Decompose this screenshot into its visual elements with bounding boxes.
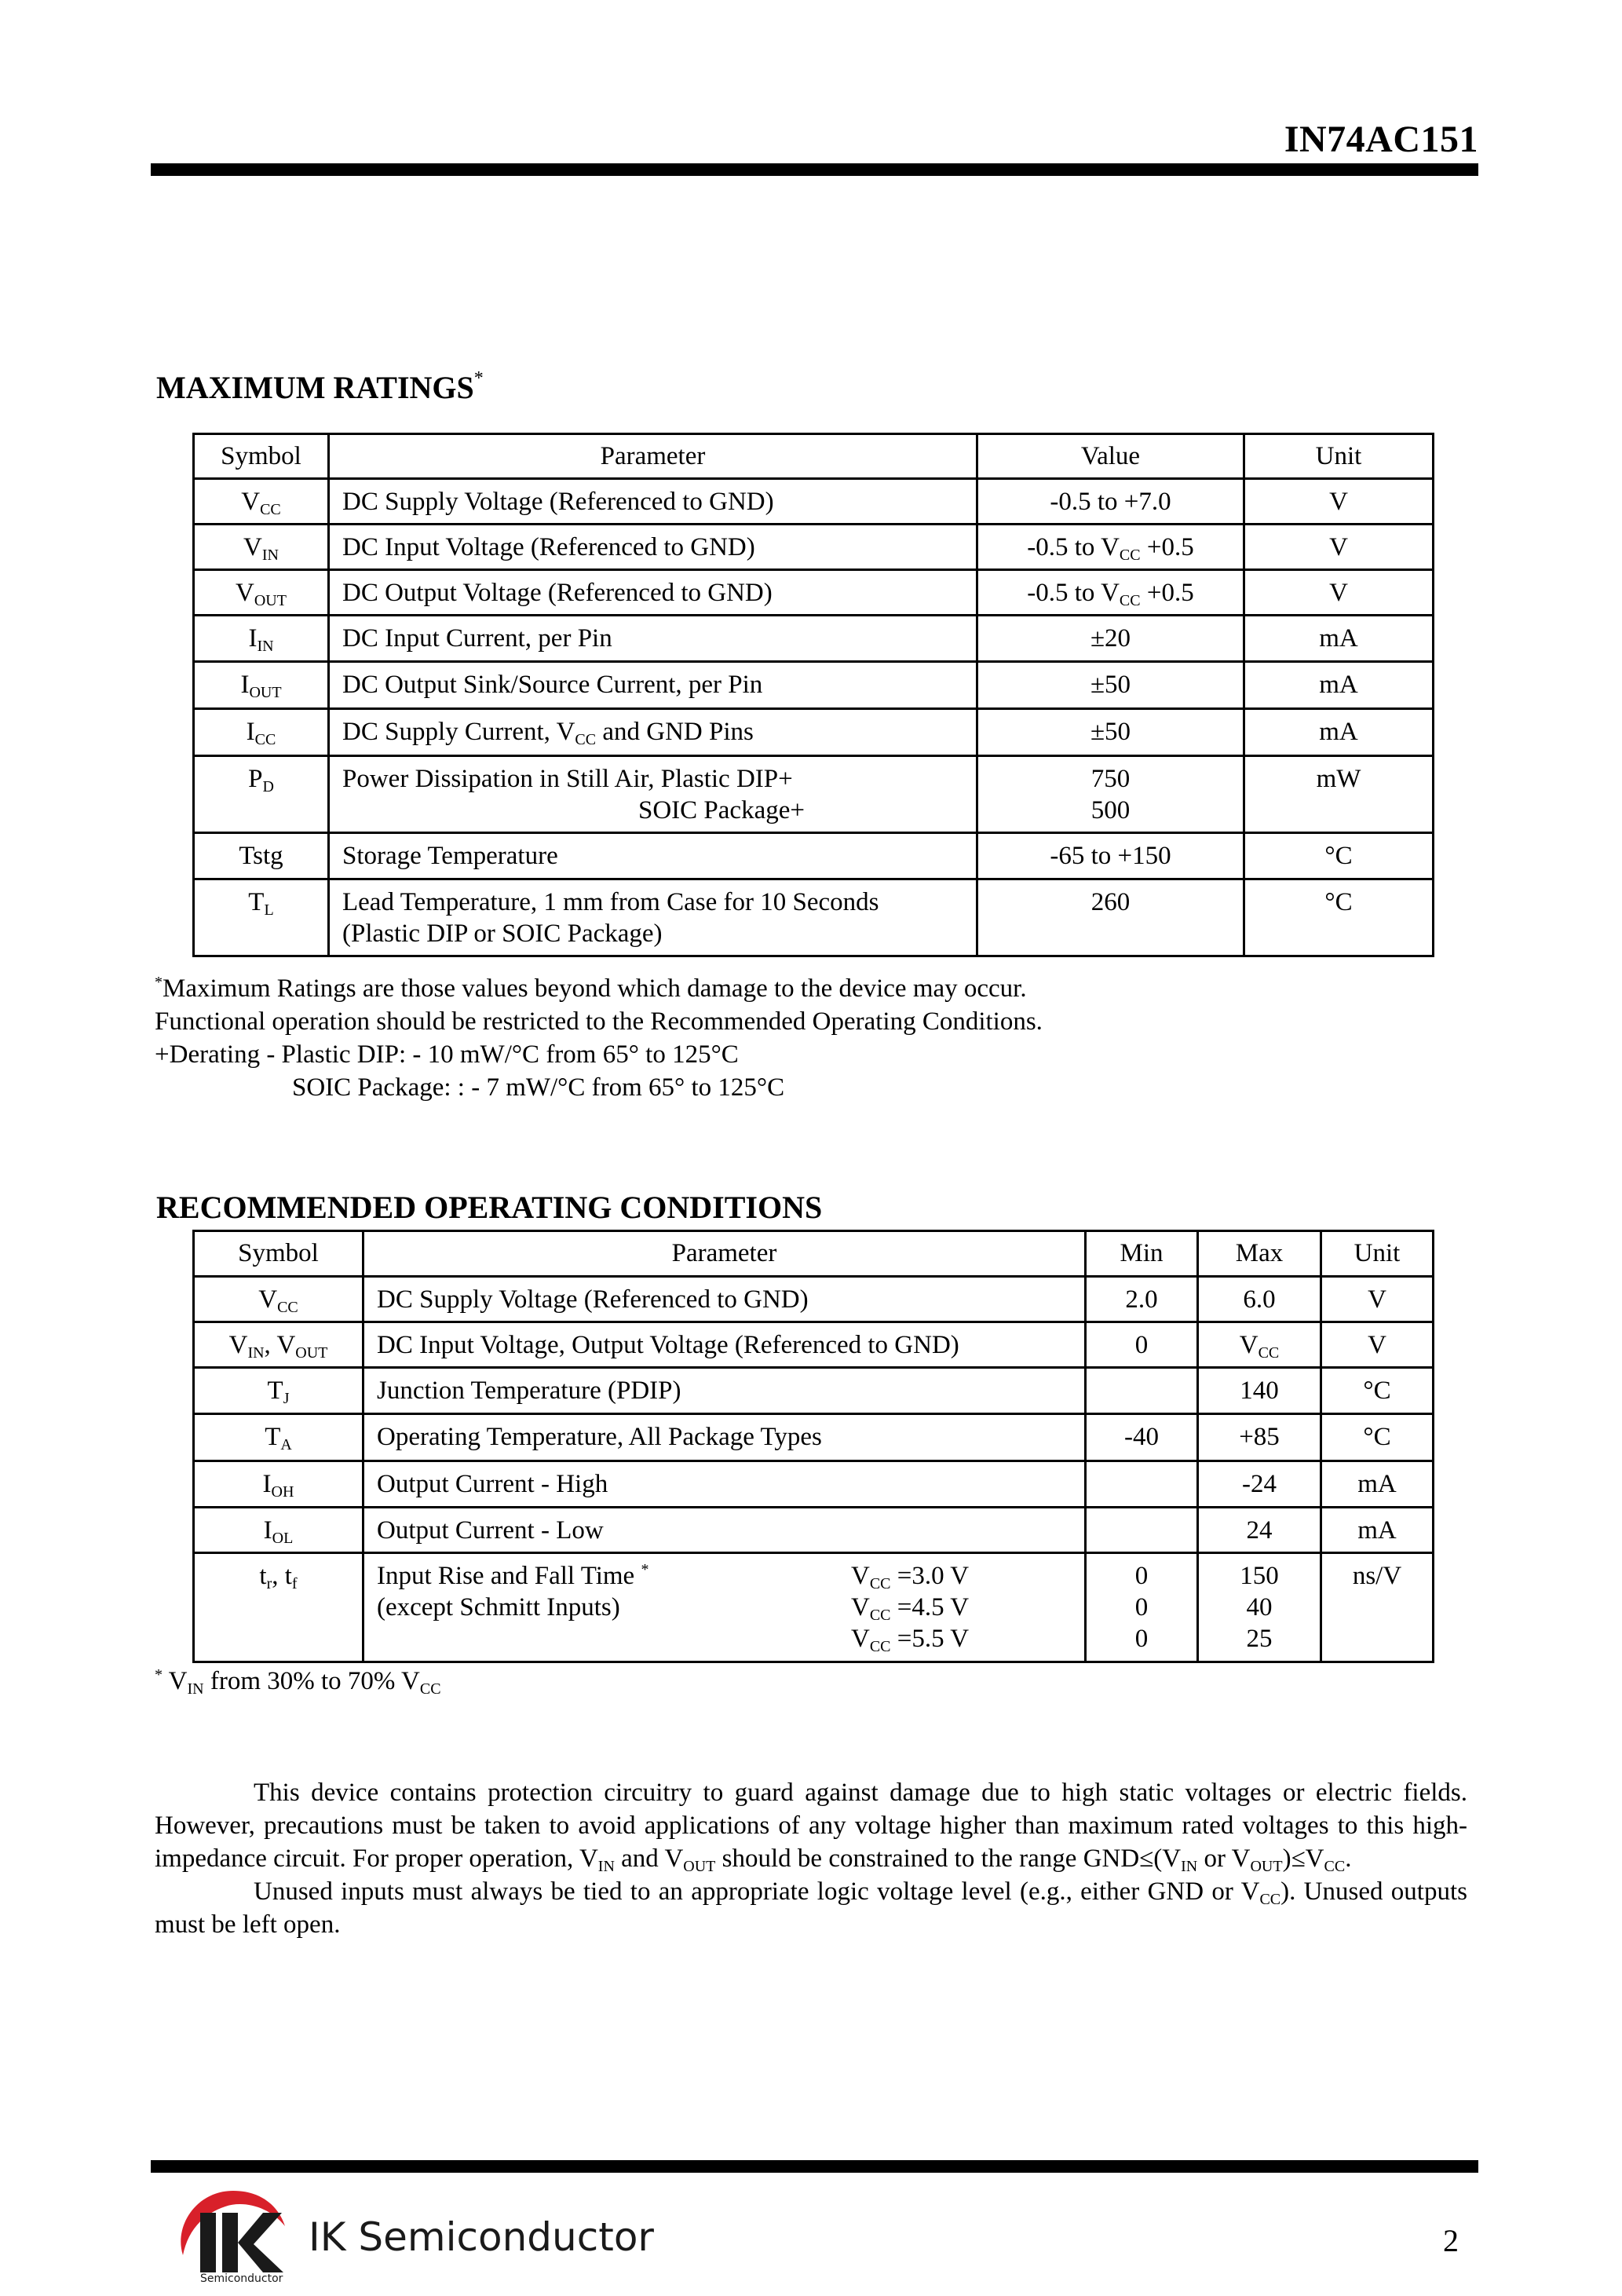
paragraph-subscript: CC	[1259, 1891, 1281, 1908]
symbol-subscript: f	[291, 1575, 298, 1592]
max-line: 25	[1246, 1625, 1273, 1653]
note-line: SOIC Package: : - 7 mW/°C from 65° to 125°C	[292, 1073, 785, 1102]
value-cell: ±50	[977, 709, 1244, 756]
min-cell	[1086, 1368, 1198, 1414]
symbol-cell	[194, 756, 329, 833]
rec-conditions-note	[155, 1665, 441, 1698]
condition-line	[851, 1623, 969, 1654]
footnote-mark: *	[641, 1561, 649, 1578]
max-ratings-heading-text: MAXIMUM RATINGS	[156, 370, 474, 405]
symbol-subscript: IN	[247, 1344, 265, 1362]
col-header-min: Min	[1086, 1231, 1198, 1277]
note-text: V	[163, 1667, 188, 1695]
min-cell	[1086, 1461, 1198, 1508]
unit-cell: °C	[1244, 879, 1434, 956]
parameter-text: Input Rise and Fall Time	[377, 1562, 641, 1590]
parameter-line: (Plastic DIP or SOIC Package)	[342, 919, 663, 948]
symbol-cell	[194, 1553, 363, 1662]
parameter-cell: DC Input Voltage, Output Voltage (Referenced to GND)	[363, 1322, 1086, 1368]
symbol-subscript: A	[280, 1436, 292, 1453]
paragraph-text: or V	[1197, 1844, 1251, 1873]
parameter-text: and GND Pins	[596, 718, 754, 746]
unit-cell: mA	[1321, 1461, 1434, 1508]
condition-subscript: CC	[869, 1575, 891, 1592]
symbol-subscript: IN	[261, 547, 279, 564]
parameter-subscript: CC	[575, 731, 597, 748]
unit-cell: ns/V	[1321, 1553, 1434, 1662]
max-cell: 24	[1198, 1508, 1321, 1553]
symbol-cell	[194, 479, 329, 525]
symbol: V	[243, 533, 262, 561]
symbol: I	[246, 718, 255, 746]
symbol-subscript: OH	[271, 1483, 294, 1501]
table-row	[194, 879, 1434, 956]
col-header-max: Max	[1198, 1231, 1321, 1277]
value-cell: -65 to +150	[977, 833, 1244, 879]
symbol-cell	[194, 662, 329, 709]
parameter-cell: DC Input Current, per Pin	[329, 616, 977, 662]
condition-symbol: V	[851, 1593, 870, 1621]
symbol: T	[248, 888, 265, 916]
symbol: I	[240, 671, 250, 699]
condition-value: =4.5 V	[890, 1593, 970, 1621]
parameter-cell: DC Input Voltage (Referenced to GND)	[329, 525, 977, 570]
unit-cell: V	[1321, 1277, 1434, 1322]
symbol-cell	[194, 1322, 363, 1368]
symbol: T	[267, 1377, 283, 1405]
table-row	[194, 1322, 1434, 1368]
col-header-symbol: Symbol	[194, 434, 329, 479]
parameter-cell: Operating Temperature, All Package Types	[363, 1414, 1086, 1461]
max-cell: +85	[1198, 1414, 1321, 1461]
symbol-subscript: OUT	[249, 684, 282, 701]
footnote-mark: *	[473, 368, 484, 389]
condition-value: =5.5 V	[890, 1625, 970, 1653]
max-ratings-notes	[155, 972, 1043, 1104]
col-header-parameter: Parameter	[329, 434, 977, 479]
condition-subscript: CC	[869, 1607, 891, 1624]
unit-cell: mW	[1244, 756, 1434, 833]
symbol-subscript: D	[262, 778, 274, 795]
min-line: 0	[1134, 1625, 1149, 1653]
condition-line	[851, 1560, 969, 1592]
value-cell	[977, 756, 1244, 833]
min-cell: -40	[1086, 1414, 1198, 1461]
max-ratings-heading	[156, 369, 484, 406]
table-row	[194, 709, 1434, 756]
value-subscript: CC	[1119, 547, 1141, 564]
parameter-text: DC Supply Current, V	[342, 718, 575, 746]
symbol-subscript: J	[283, 1390, 290, 1407]
symbol-subscript: CC	[260, 501, 281, 518]
parameter-line: Power Dissipation in Still Air, Plastic DIP+	[342, 765, 793, 793]
parameter-cell: Storage Temperature	[329, 833, 977, 879]
min-cell: 0	[1086, 1322, 1198, 1368]
symbol: V	[236, 579, 254, 607]
table-row	[194, 756, 1434, 833]
symbol-cell: Tstg	[194, 833, 329, 879]
paragraph-text: .	[1345, 1844, 1352, 1873]
max-cell: 140	[1198, 1368, 1321, 1414]
condition-line	[851, 1592, 969, 1623]
parameter-cell: Output Current - High	[363, 1461, 1086, 1508]
paragraph-text: ). Unused outputs must be left open.	[155, 1877, 1467, 1939]
note-line	[155, 972, 1043, 1005]
parameter-line: (except Schmitt Inputs)	[377, 1593, 620, 1621]
min-line: 0	[1134, 1593, 1149, 1621]
symbol: I	[248, 624, 258, 653]
value-subscript: CC	[1119, 592, 1141, 609]
unit-cell: °C	[1244, 833, 1434, 879]
value-text: +0.5	[1140, 533, 1194, 561]
symbol-subscript: L	[264, 901, 274, 919]
table-row	[194, 1508, 1434, 1553]
paragraph-text: Unused inputs must always be tied to an appropriate logic voltage level (e.g., either GND or V	[254, 1877, 1260, 1906]
symbol-subscript: OL	[272, 1530, 294, 1547]
min-cell	[1086, 1508, 1198, 1553]
max-cell	[1198, 1322, 1321, 1368]
symbol-cell	[194, 525, 329, 570]
note-line: +Derating - Plastic DIP: - 10 mW/°C from 65° to 125°C	[155, 1040, 739, 1069]
max-cell: -24	[1198, 1461, 1321, 1508]
min-cell: 2.0	[1086, 1277, 1198, 1322]
table-row	[194, 833, 1434, 879]
symbol-subscript: r	[266, 1575, 272, 1592]
value-cell	[977, 570, 1244, 616]
parameter-cell: DC Output Sink/Source Current, per Pin	[329, 662, 977, 709]
value-text: -0.5 to V	[1027, 579, 1120, 607]
symbol-cell	[194, 1277, 363, 1322]
symbol: I	[262, 1470, 272, 1498]
unit-cell: V	[1321, 1322, 1434, 1368]
table-row	[194, 616, 1434, 662]
condition-symbol: V	[851, 1562, 870, 1590]
symbol: t	[259, 1562, 267, 1590]
symbol-cell	[194, 1414, 363, 1461]
unit-cell: °C	[1321, 1368, 1434, 1414]
paragraph-text: and V	[614, 1844, 684, 1873]
parameter-cell: DC Output Voltage (Referenced to GND)	[329, 570, 977, 616]
parameter-cell	[329, 879, 977, 956]
symbol-subscript: CC	[254, 731, 276, 748]
symbol: T	[265, 1423, 281, 1451]
col-header-symbol: Symbol	[194, 1231, 363, 1277]
max-line: 40	[1246, 1593, 1273, 1621]
symbol-subscript: CC	[277, 1299, 298, 1316]
unit-cell: V	[1244, 570, 1434, 616]
max-ratings-table	[192, 433, 1434, 957]
condition-subscript: CC	[869, 1638, 891, 1655]
unit-cell: mA	[1321, 1508, 1434, 1553]
value-text: +0.5	[1140, 579, 1194, 607]
max-line: 150	[1240, 1562, 1279, 1590]
symbol: V	[258, 1285, 278, 1314]
max-cell: 6.0	[1198, 1277, 1321, 1322]
max-cell	[1198, 1553, 1321, 1662]
paragraph-text: This device contains protection circuitry to guard against damage due to high static voltages or electric fields. However, precautions must be taken to avoid applications of any voltage higher than maximum rated voltages to this high-impedance circuit. For proper operation, V	[155, 1779, 1467, 1873]
parameter-cell: Junction Temperature (PDIP)	[363, 1368, 1086, 1414]
symbol-subscript: OUT	[295, 1344, 328, 1362]
paragraph-protection	[155, 1776, 1467, 1875]
note-text: Maximum Ratings are those values beyond which damage to the device may occur.	[163, 974, 1027, 1003]
col-header-value: Value	[977, 434, 1244, 479]
symbol-cell	[194, 570, 329, 616]
table-row	[194, 1553, 1434, 1662]
symbol: , t	[272, 1562, 292, 1590]
parameter-cell	[329, 756, 977, 833]
table-row	[194, 1368, 1434, 1414]
table-header-row	[194, 1231, 1434, 1277]
table-row	[194, 1461, 1434, 1508]
header-rule	[151, 163, 1478, 176]
document-part-number: IN74AC151	[1284, 119, 1478, 160]
symbol: I	[263, 1516, 272, 1545]
parameter-cell: DC Supply Voltage (Referenced to GND)	[363, 1277, 1086, 1322]
symbol-cell	[194, 1461, 363, 1508]
unit-cell: mA	[1244, 662, 1434, 709]
table-row	[194, 1277, 1434, 1322]
symbol: , V	[264, 1331, 296, 1359]
footnote-mark: *	[155, 974, 163, 991]
table-row	[194, 662, 1434, 709]
col-header-unit: Unit	[1321, 1231, 1434, 1277]
col-header-unit: Unit	[1244, 434, 1434, 479]
value-text: -0.5 to V	[1027, 533, 1120, 561]
logo-small-text: Semiconductor	[200, 2272, 283, 2285]
symbol: P	[248, 765, 263, 793]
parameter-line: SOIC Package+	[638, 796, 805, 824]
paragraph-subscript: IN	[597, 1858, 615, 1875]
paragraph-subscript: OUT	[683, 1858, 716, 1875]
symbol-cell	[194, 616, 329, 662]
unit-cell: mA	[1244, 616, 1434, 662]
min-cell	[1086, 1553, 1198, 1662]
paragraph-subscript: OUT	[1250, 1858, 1283, 1875]
min-line: 0	[1134, 1562, 1149, 1590]
value-line: 750	[1090, 765, 1131, 793]
note-text: from 30% to 70% V	[203, 1667, 420, 1695]
condition-symbol: V	[851, 1625, 870, 1653]
table-row	[194, 570, 1434, 616]
footnote-mark: *	[155, 1666, 163, 1684]
ik-semiconductor-logo	[169, 2183, 654, 2285]
value-cell: 260	[977, 879, 1244, 956]
value-cell: -0.5 to +7.0	[977, 479, 1244, 525]
paragraph-subscript: CC	[1324, 1858, 1346, 1875]
unit-cell: V	[1244, 525, 1434, 570]
condition-block	[851, 1560, 969, 1654]
value-cell: ±50	[977, 662, 1244, 709]
parameter-line: Lead Temperature, 1 mm from Case for 10 Seconds	[342, 888, 879, 916]
symbol-subscript: OUT	[254, 592, 287, 609]
paragraph-unused-inputs	[155, 1875, 1467, 1941]
logo-wordmark: IK Semiconductor	[309, 2214, 654, 2260]
rec-conditions-table	[192, 1230, 1434, 1663]
paragraph-text: )≤V	[1282, 1844, 1324, 1873]
symbol: V	[241, 488, 261, 516]
unit-cell: V	[1244, 479, 1434, 525]
symbol: V	[228, 1331, 248, 1359]
note-line: Functional operation should be restricted to the Recommended Operating Conditions.	[155, 1007, 1043, 1036]
symbol-cell	[194, 709, 329, 756]
table-row	[194, 525, 1434, 570]
paragraph-text: should be constrained to the range GND≤(V	[715, 1844, 1182, 1873]
page-number: 2	[1443, 2223, 1459, 2258]
note-subscript: IN	[187, 1680, 204, 1698]
symbol-cell	[194, 879, 329, 956]
col-header-parameter: Parameter	[363, 1231, 1086, 1277]
symbol-cell	[194, 1368, 363, 1414]
value-line: 500	[1090, 796, 1131, 824]
table-row	[194, 1414, 1434, 1461]
protection-notes	[155, 1776, 1467, 1941]
symbol-cell	[194, 1508, 363, 1553]
max-text: V	[1239, 1331, 1259, 1359]
value-cell	[977, 525, 1244, 570]
symbol-subscript: IN	[257, 638, 274, 655]
unit-cell: °C	[1321, 1414, 1434, 1461]
max-subscript: CC	[1258, 1344, 1280, 1362]
table-row	[194, 479, 1434, 525]
table-header-row	[194, 434, 1434, 479]
parameter-cell	[329, 709, 977, 756]
value-cell: ±20	[977, 616, 1244, 662]
parameter-cell	[363, 1553, 1086, 1662]
parameter-cell: DC Supply Voltage (Referenced to GND)	[329, 479, 977, 525]
parameter-cell: Output Current - Low	[363, 1508, 1086, 1553]
note-subscript: CC	[419, 1680, 441, 1698]
condition-value: =3.0 V	[890, 1562, 970, 1590]
paragraph-subscript: IN	[1181, 1858, 1198, 1875]
rec-conditions-heading: RECOMMENDED OPERATING CONDITIONS	[156, 1190, 823, 1225]
footer-rule	[151, 2160, 1478, 2173]
unit-cell: mA	[1244, 709, 1434, 756]
